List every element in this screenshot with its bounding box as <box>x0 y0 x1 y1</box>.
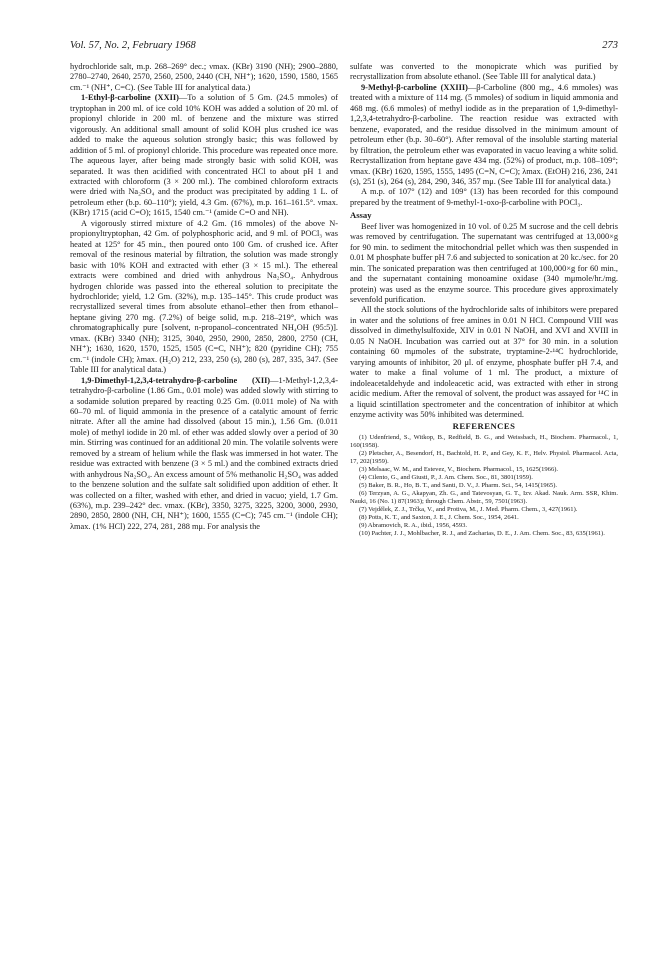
paragraph <box>70 93 338 218</box>
reference-item: (3) Melsaac, W. M., and Estevez, V., Biochem. Pharmacol., 15, 1625(1966). <box>359 466 559 474</box>
paragraph-text: —β-Carboline (800 mg., 4.6 mmoles) was treated with a mixture of 114 mg. (5 mmoles) of sodium in liquid ammonia and 468 mg. (6.6 mmoles) of methyl iodide as in the preparation of 1,9-dimethyl-1,2,3,4-tetrahydro-β-carboline. The reaction residue was extracted with benzene, evaporated, and the residue dissolved in the minimum amount of petroleum ether (b.p. 30–60°). After removal of the insoluble starting material by filtration, the petroleum ether was evaporated in vacuo leaving a white solid. Recrystallization from heptane gave 434 mg. (52%) of product, m.p. 108–109°; νmax. (KBr) 1620, 1595, 1555, 1495 (C=N, C=C); λmax. (EtOH) 216, 236, 241 (s), 251 (s), 264 (s), 284, 290, 346, 357 mμ. (See Table III for analytical data.) <box>350 82 619 186</box>
right-column-body <box>350 62 618 420</box>
paragraph-text: sulfate was converted to the monopicrate which was purified by recrystallization from absolute ethanol. (See Table III for analytical data.) <box>350 62 618 82</box>
paragraph-text: —1-Methyl-1,2,3,4-tetrahydro-β-carboline (1.86 Gm., 0.01 mole) was added slowly with stirring to a sodamide solution prepared by reacting 0.25 Gm. (0.011 mole) of Na with 60–70 ml. of liquid ammonia in the presence of a catalytic amount of ferric nitrate. After all the amine had dissolved (about 15 min.), 1.56 Gm. (0.011 mole) of methyl iodide in 20 ml. of ether was added slowly over a period of 30 min. Stirring was continued for an additional 20 min. The volatile solvents were removed by a stream of helium while the flask was immersed in hot water. The residue was extracted with benzene (3 × 5 ml.) and the combined extracts dried with anhydrous Na₂SO₄. An excess amount of 5% methanolic H₂SO₄ was added to the benzene solution and the sulfate salt solidified upon addition of ether. It was collected on a filter, washed with ether, and dried in vacuo; yield, 1.7 Gm. (63%), m.p. 239–242° dec. νmax. (KBr), 3350, 3275, 3225, 3200, 3000, 2930, 2890, 2850, 2800 (NH, CH, NH⁺); 1600, 1555 (C=C); 745 cm.⁻¹ (indole CH); λmax. (1% HCl) 222, 274, 281, 288 mμ. For analysis the <box>70 375 338 531</box>
paragraph <box>350 305 618 420</box>
compound-heading: 1-Ethyl-β-carboline (XXII) <box>81 93 179 103</box>
reference-item: (10) Pachter, J. J., Mohlbacher, R. J., and Zacharias, D. E., J. Am. Chem. Soc., 83, 635(1961). <box>359 530 605 538</box>
references-heading: REFERENCES <box>452 421 516 432</box>
reference-item: (9) Abramovich, R. A., ibid., 1956, 4593. <box>359 522 468 530</box>
paragraph <box>350 83 618 188</box>
reference-item: (5) Baker, B. R., Ho, B. T., and Santi, D. V., J. Pharm. Sci., 54, 1415(1965). <box>359 482 558 490</box>
reference-item: (2) Pletscher, A., Besendorf, H., Bachtold, H. P., and Gey, K. F., Helv. Physiol. Pharmacol. Acta, 17, 202(1959). <box>350 449 618 465</box>
section-heading: Assay <box>350 210 372 221</box>
reference-item: (6) Terzyan, A. G., Akapyan, Zh. G., and Tatevosyan, G. T., Izv. Akad. Nauk. Arm. SSR, Khim. Nauki, 16 (No. 1) 87(1963); through Chem. Abstr., 59, 7501(1963). <box>350 490 618 506</box>
paragraph <box>350 187 618 208</box>
right-column <box>350 62 618 538</box>
reference-item: (4) Cilento, G., and Giusti, P., J. Am. Chem. Soc., 81, 3801(1959). <box>359 474 533 482</box>
reference-item: (7) Vejdělek, Z. J., Trčka, V., and Protiva, M., J. Med. Pharm. Chem., 3, 427(1961). <box>359 506 578 514</box>
compound-heading: 1,9-Dimethyl-1,2,3,4-tetrahydro-β-carboline (XII) <box>81 375 271 385</box>
paragraph <box>70 219 338 376</box>
paragraph <box>350 222 618 306</box>
journal-issue: Vol. 57, No. 2, February 1968 <box>70 40 196 51</box>
paragraph <box>70 376 338 533</box>
paragraph-text: hydrochloride salt, m.p. 268–269° dec.; νmax. (KBr) 3190 (NH); 2900–2880, 2780–2740, 2640, 2570, 2560, 2500, 2440 (CH, NH⁺); 1620, 1590, 1580, 1565 cm.⁻¹ (NH⁺, C=C). (See Table III for analytical data.) <box>70 62 338 92</box>
references-list <box>350 434 618 539</box>
running-header <box>70 40 618 54</box>
paragraph-text: —To a solution of 5 Gm. (24.5 mmoles) of tryptophan in 200 ml. of ice cold 10% KOH was added a solution of 20 ml. of propionyl chloride in 200 ml. of benzene and the mixture was stirred vigorously. An additional small amount of solid KOH plus crushed ice was added to make the aqueous solution strongly basic; this was followed by addition of 5 ml. of propionyl chloride. This procedure was repeated once more. The aqueous layer, after being made strongly basic with solid KOH, was separated. It was then acidified with concentrated HCl to about pH 1 and extracted with chloroform (3 × 200 ml.). The combined chloroform extracts were dried with Na₂SO₄ and the product was precipitated by adding 1 L. of petroleum ether (b.p. 60–110°); yield, 4.3 Gm. (67%), m.p. 161–161.5°. νmax. (KBr) 1715 (acid C=O); 1615, 1540 cm.⁻¹ (amide C=O and NH). <box>70 93 338 218</box>
reference-item: (8) Potts, K. T., and Saxton, J. E., J. Chem. Soc., 1954, 2641. <box>359 514 519 522</box>
left-column <box>70 62 338 532</box>
page-number: 273 <box>602 40 618 51</box>
paragraph-text: A m.p. of 107° (12) and 109° (13) has been recorded for this compound prepared by the treatment of 9-methyl-1-oxo-β-carboline with POCl₃. <box>350 187 618 207</box>
compound-heading: 9-Methyl-β-carboline (XXIII) <box>361 82 468 92</box>
paragraph-text: A vigorously stirred mixture of 4.2 Gm. (16 mmoles) of the above N-propionyltryptophan, 42 Gm. of polyphosphoric acid, and 9 ml. of POCl₃ was heated at 125° for 45 min., then poured onto 100 Gm. of crushed ice. After removal of the resinous material by filtration, the solution was made strongly basic with 10% KOH and extracted with ether (3 × 15 ml.). The ethereal extracts were combined and dried with anhydrous Na₂SO₄. Anhydrous hydrogen chloride was passed into the ethereal solution to precipitate the hydrochloride; yield, 1.2 Gm. (32%), m.p. 135–145°. This crude product was recrystallized several times from absolute ethanol–ether then from ethanol–heptane giving 270 mg. (7.2%) of beige solid, m.p. 218–219°, which was chromatographically pure [solvent, n-propanol–concentrated NH₄OH (95:5)]. νmax. (KBr) 3340 (NH); 3125, 3040, 2950, 2900, 2850, 2800, 2750 (CH, NH⁺); 1630, 1620, 1570, 1525, 1505 (C=C, NH⁺); 820 (pyridine CH); 755 cm.⁻¹ (indole CH); λmax. (H₂O) 212, 233, 250 (s), 280 (s), 287, 335, 347. (See Table III for analytical data.) <box>70 218 338 375</box>
paragraph <box>70 62 338 93</box>
paragraph-text: All the stock solutions of the hydrochloride salts of inhibitors were prepared in water and the solutions of free amines in 0.01 N HCl. Compound VIII was dissolved in dimethylsulfoxide, XIV in 0.01 N NaOH, and XVI and XVIII in 0.05 N NaOH. Incubation was carried out at 37° for 30 min. in a solution containing 60 mμmoles of the substrate, tryptamine-2-¹⁴C hydrochloride, varying amounts of inhibitor, 20 μl. of enzyme, phosphate buffer pH 7.4, and water to make a final volume of 1 ml. The product, a mixture of indoleacetaldehyde and indoleacetic acid, was extracted with ether in strong acidic medium. After the removal of solvent, the product was assayed for ¹⁴C in a liquid scintillation spectrometer and the concentration of inhibitor at which enzyme activity was 50% inhibited was determined. <box>350 305 618 419</box>
reference-item: (1) Udenfriend, S., Witkop, B., Redfield, B. G., and Weissbach, H., Biochem. Pharmacol., 1, 160(1958). <box>350 433 618 449</box>
paragraph <box>350 62 618 83</box>
paragraph-text: Beef liver was homogenized in 10 vol. of 0.25 M sucrose and the cell debris was removed by centrifugation. The supernatant was centrifuged at 13,000×g for 90 min. to sediment the mitochondrial pellet which was then suspended in 0.01 M phosphate buffer pH 7.6 and subjected to sonication at 20 kc./sec. for 20 min. The sonicated preparation was then centrifuged at 100,000×g for 60 min., and the supernatant containing monoamine oxidase (340 mμmole/hr./mg. protein) was used as the enzyme source. This procedure gives approximately sevenfold purification. <box>350 221 618 304</box>
